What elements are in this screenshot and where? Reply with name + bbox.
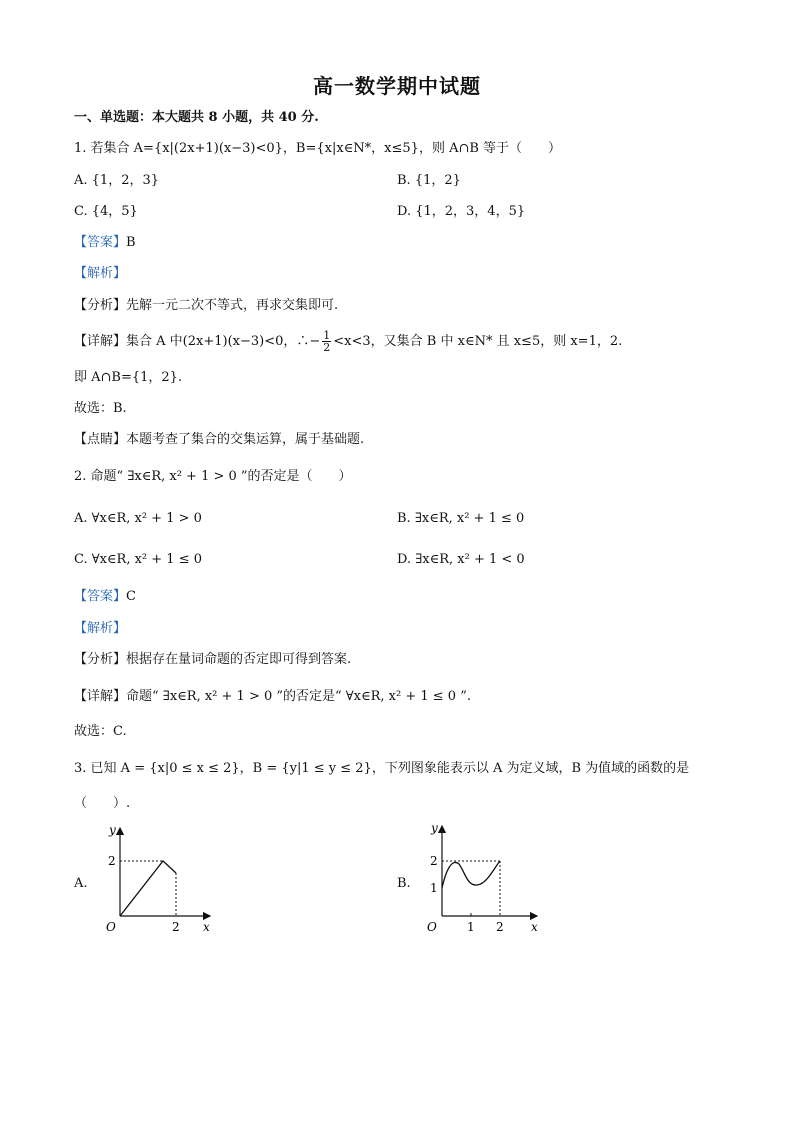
q2-option-d: D. ∃x∈R, x² + 1 < 0 <box>397 552 525 567</box>
detail-text-b: <x<3，又集合 B 中 x∈N* 且 x≤5，则 x=1，2. <box>333 334 623 349</box>
detail-tag: 【详解】 <box>74 689 127 704</box>
answer-value: C <box>126 589 136 604</box>
x-tick-label: 2 <box>172 920 180 934</box>
answer-tag: 【答案】 <box>74 235 127 250</box>
detail-text: 命题“ ∃x∈R, x² + 1 > 0 ”的否定是“ ∀x∈R, x² + 1 ≤ 0 ”. <box>126 689 471 704</box>
graph-a <box>95 818 220 940</box>
x-tick-label-2: 2 <box>496 920 504 934</box>
q2-stem: 2. 命题“ ∃x∈R, x² + 1 > 0 ”的否定是（ ） <box>74 469 352 484</box>
comment-text: 本题考查了集合的交集运算，属于基础题. <box>126 432 365 447</box>
q1-choose: 故选：B. <box>74 401 127 416</box>
y-tick-label: 2 <box>108 854 116 868</box>
q1-option-a: A. {1，2，3} <box>74 173 160 188</box>
q2-option-b: B. ∃x∈R, x² + 1 ≤ 0 <box>397 511 525 526</box>
q1-option-d: D. {1，2，3，4，5} <box>397 204 526 219</box>
q2-detail <box>74 688 471 706</box>
q1-fenxi <box>74 297 338 315</box>
function-curve <box>120 861 176 916</box>
origin-label: O <box>106 920 116 934</box>
fraction-denominator: 2 <box>323 341 331 354</box>
page-title: 高一数学期中试题 <box>313 74 481 98</box>
function-curve <box>442 861 500 888</box>
q2-answer <box>74 588 136 606</box>
q3-stem-2: （ ）. <box>74 796 131 811</box>
section-heading: 一、单选题：本大题共 8 小题，共 40 分. <box>74 110 319 125</box>
x-axis-label: x <box>531 920 538 934</box>
q1-option-b: B. {1，2} <box>397 173 461 188</box>
origin-label: O <box>427 920 437 934</box>
q2-analysis-tag: 【解析】 <box>74 621 127 636</box>
q1-option-c: C. {4，5} <box>74 204 138 219</box>
detail-tag: 【详解】 <box>74 334 127 349</box>
y-tick-label-1: 1 <box>430 881 438 895</box>
fenxi-text: 先解一元二次不等式，再求交集即可. <box>126 298 339 313</box>
q1-analysis-tag: 【解析】 <box>74 266 127 281</box>
q2-option-a: A. ∀x∈R, x² + 1 > 0 <box>74 511 202 526</box>
y-axis-label: y <box>109 823 116 837</box>
q1-stem: 1. 若集合 A={x|(2x+1)(x−3)<0}，B={x|x∈N*，x≤5}，则 A∩B 等于（ ） <box>74 141 562 156</box>
fraction-numerator: 1 <box>323 329 331 342</box>
q1-detail <box>74 330 622 354</box>
q1-detail-2: 即 A∩B={1，2}. <box>74 370 183 385</box>
q2-fenxi <box>74 651 351 669</box>
q3-stem: 3. 已知 A = {x|0 ≤ x ≤ 2}，B = {y|1 ≤ y ≤ 2}，下列图象能表示以 A 为定义域，B 为值域的函数的是 <box>74 761 690 776</box>
y-tick-label-2: 2 <box>430 854 438 868</box>
fraction-half <box>322 330 331 353</box>
q2-option-c: C. ∀x∈R, x² + 1 ≤ 0 <box>74 552 203 567</box>
q3-graph-b-label: B. <box>397 876 411 891</box>
answer-tag: 【答案】 <box>74 589 127 604</box>
comment-tag: 【点睛】 <box>74 432 127 447</box>
x-tick-label-1: 1 <box>467 920 475 934</box>
fenxi-tag: 【分析】 <box>74 298 127 313</box>
graph-b <box>415 818 545 940</box>
q2-choose: 故选：C. <box>74 724 127 739</box>
q3-graph-a-label: A. <box>74 876 88 891</box>
y-axis-label: y <box>431 821 438 835</box>
detail-text-a: 集合 A 中(2x+1)(x−3)<0，∴− <box>126 334 321 349</box>
x-axis-label: x <box>203 920 210 934</box>
fenxi-text: 根据存在量词命题的否定即可得到答案. <box>126 652 352 667</box>
q1-comment <box>74 431 364 449</box>
q1-answer <box>74 234 136 252</box>
answer-value: B <box>126 235 136 250</box>
fenxi-tag: 【分析】 <box>74 652 127 667</box>
